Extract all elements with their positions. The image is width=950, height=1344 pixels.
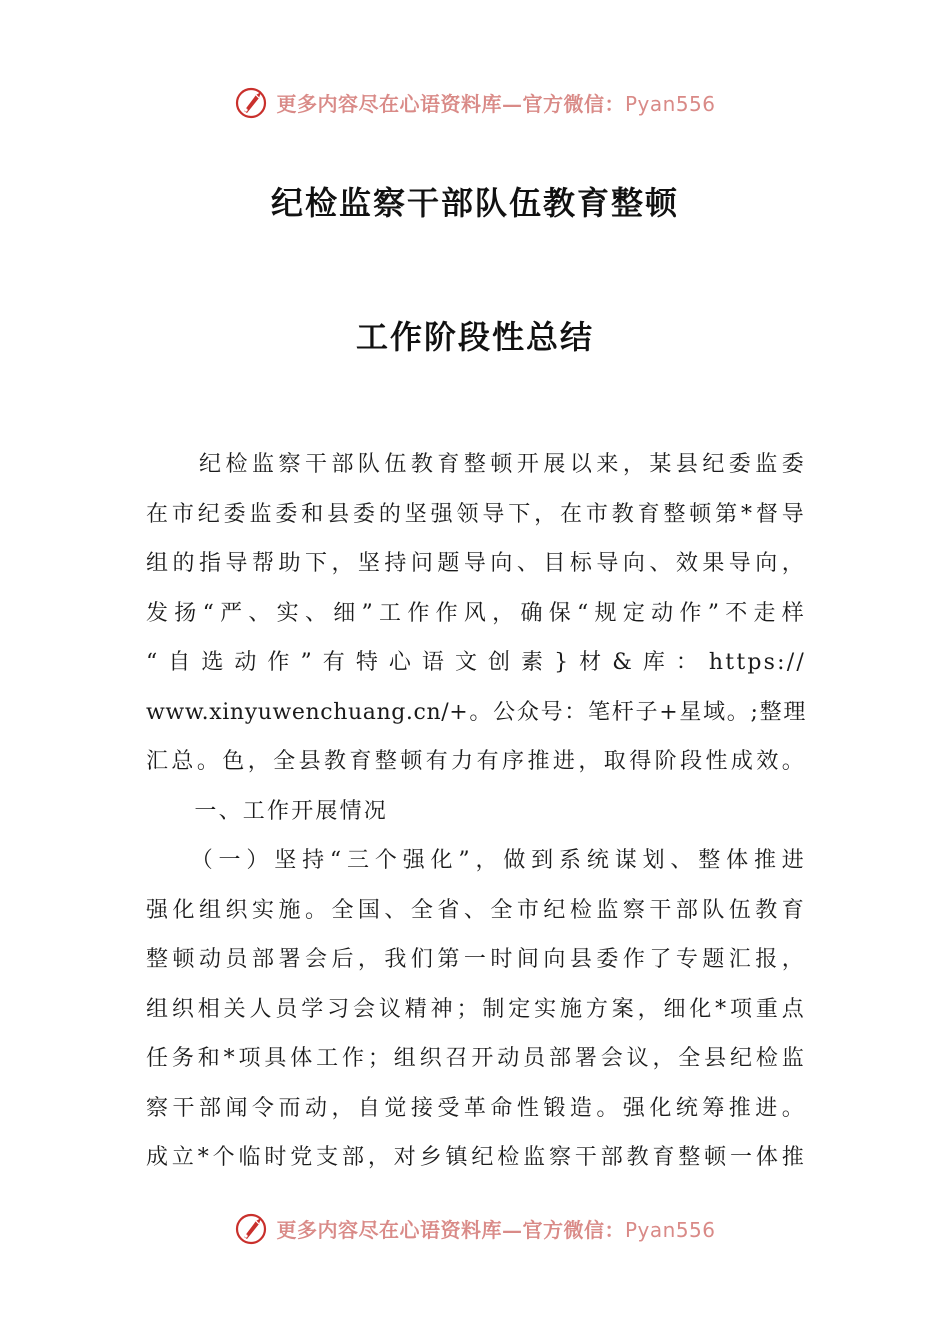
document-body — [146, 440, 806, 1183]
body-line: “自选动作”有特心语文创素}材&库：https:// — [146, 650, 806, 675]
body-line: 在市纪委监委和县委的坚强领导下，在市教育整顿第*督导 — [146, 501, 806, 527]
body-line: 强化组织实施。全国、全省、全市纪检监察干部队伍教育 — [146, 897, 806, 923]
body-line: 发扬“严、实、细”工作作风，确保“规定动作”不走样 — [146, 600, 806, 626]
watermark-header — [0, 82, 950, 122]
body-line: 纪检监察干部队伍教育整顿开展以来，某县纪委监委 — [146, 452, 806, 477]
watermark-text: 更多内容尽在心语资料库—官方微信：Pyan556 — [276, 1217, 716, 1242]
body-line: 成立*个临时党支部，对乡镇纪检监察干部教育整顿一体推 — [146, 1145, 806, 1170]
document-title-line-1: 纪检监察干部队伍教育整顿 — [270, 184, 679, 222]
pen-nib-circle-icon — [234, 1210, 270, 1246]
document-title-line-2: 工作阶段性总结 — [355, 318, 594, 356]
body-line: 整顿动员部署会后，我们第一时间向县委作了专题汇报， — [146, 947, 806, 972]
body-line: www.xinyuwenchuang.cn/+。公众号：笔杆子+星域。;整理 — [146, 699, 806, 725]
body-line: 组的指导帮助下，坚持问题导向、目标导向、效果导向， — [146, 551, 806, 576]
body-line: 组织相关人员学习会议精神；制定实施方案，细化*项重点 — [146, 996, 806, 1022]
watermark-wechat-id: Pyan556 — [624, 1217, 716, 1242]
watermark-text: 更多内容尽在心语资料库—官方微信：Pyan556 — [276, 91, 716, 116]
body-line: 任务和*项具体工作；组织召开动员部署会议，全县纪检监 — [146, 1046, 806, 1071]
section-heading: 一、工作开展情况 — [146, 798, 389, 824]
watermark-wechat-id: Pyan556 — [624, 91, 716, 116]
pen-nib-circle-icon — [234, 84, 270, 120]
body-line: 汇总。色，全县教育整顿有力有序推进，取得阶段性成效。 — [146, 749, 806, 774]
body-line: （一）坚持“三个强化”，做到系统谋划、整体推进 — [146, 848, 806, 873]
body-line: 察干部闻令而动，自觉接受革命性锻造。强化统筹推进。 — [146, 1095, 806, 1121]
watermark-footer — [0, 1208, 950, 1248]
